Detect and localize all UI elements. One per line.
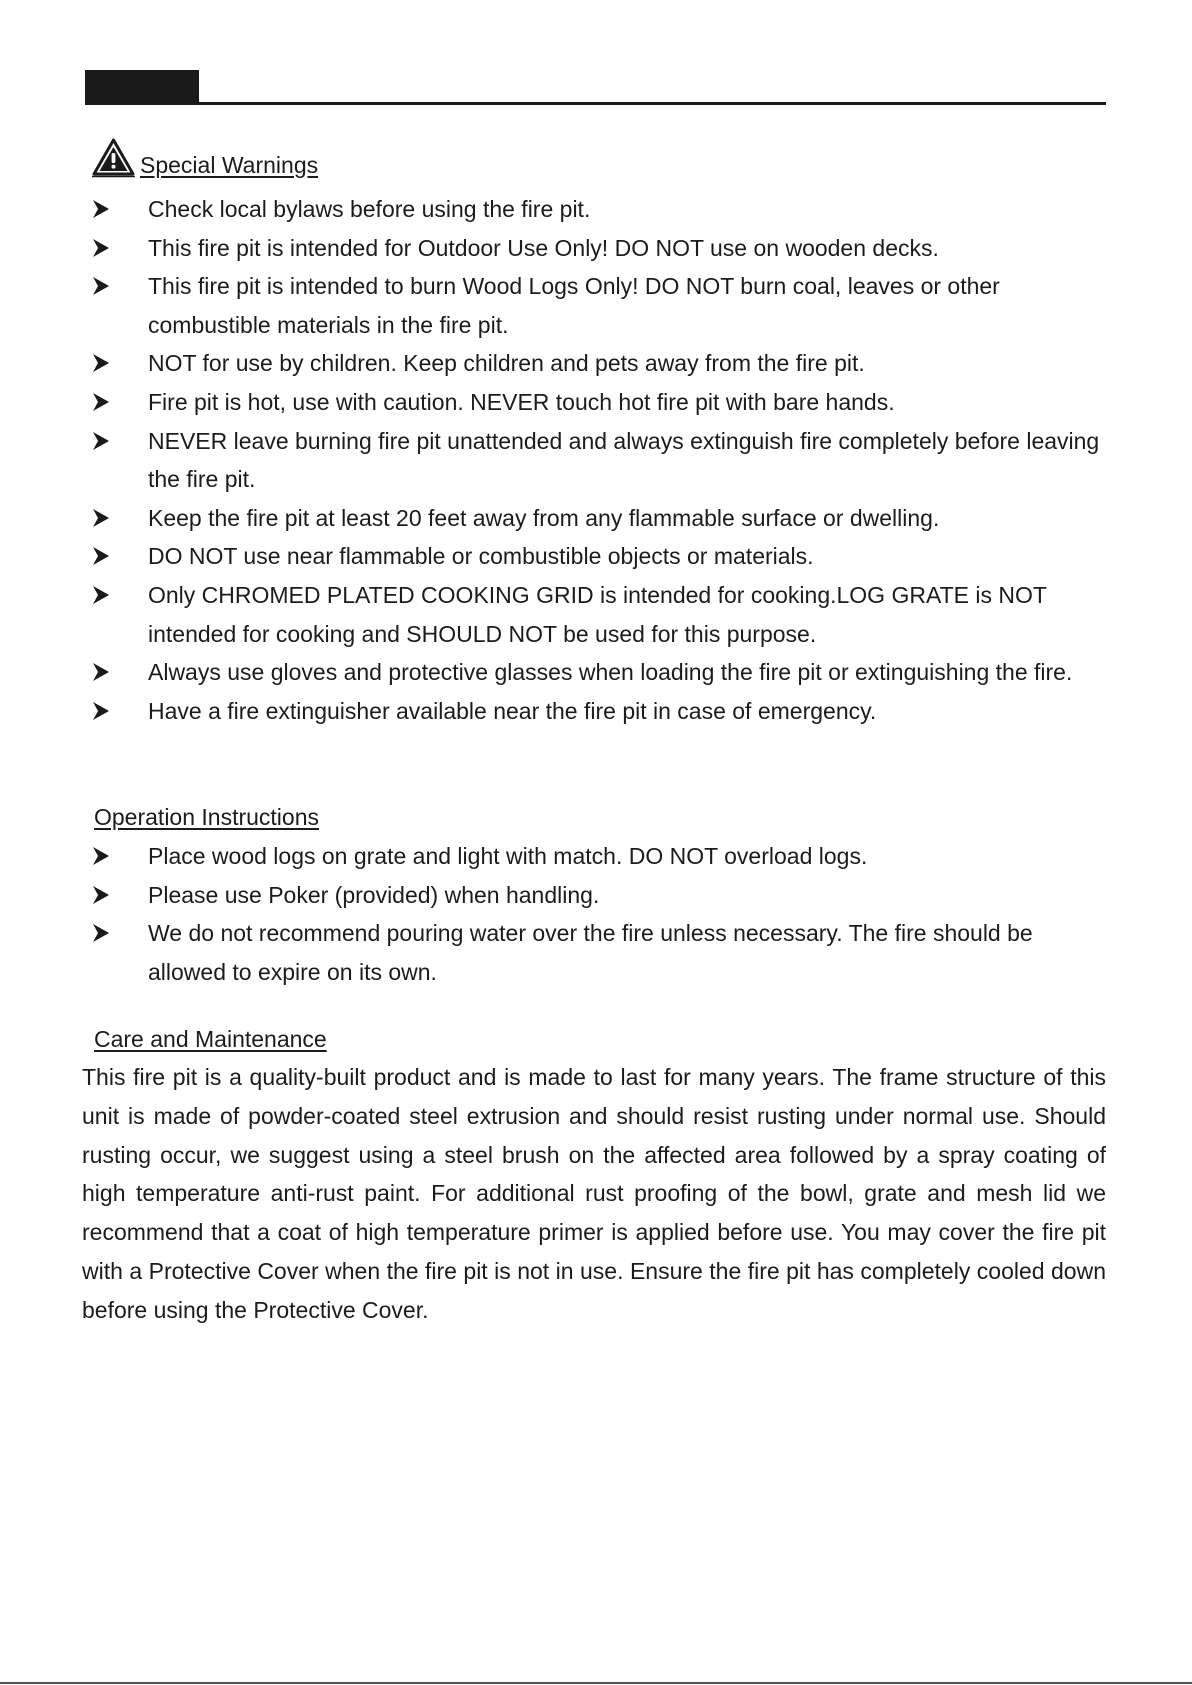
bullet-text: This fire pit is intended to burn Wood Logs Only! DO NOT burn coal, leaves or other combustible materials in the fire pit. [148, 273, 1000, 338]
bullet-item [0, 692, 1100, 731]
special-warnings-heading: Special Warnings [140, 152, 319, 178]
bullet-text: Place wood logs on grate and light with match. DO NOT overload logs. [148, 843, 868, 869]
bullet-item [0, 422, 1100, 499]
bullet-text: Always use gloves and protective glasses when loading the fire pit or extinguishing the fire. [148, 659, 1073, 686]
bullet-item [0, 876, 1100, 915]
special-warnings-heading-row [92, 138, 318, 178]
bullet-text: This fire pit is intended for Outdoor Use Only! DO NOT use on wooden decks. [148, 234, 939, 261]
bullet-text: NOT for use by children. Keep children and pets away from the fire pit. [148, 350, 865, 377]
arrow-bullet-icon [91, 267, 115, 305]
special-warnings-list [0, 190, 1100, 730]
bullet-text: DO NOT use near flammable or combustible objects or materials. [148, 543, 814, 570]
bullet-text: Check local bylaws before using the fire pit. [148, 196, 591, 222]
arrow-bullet-icon [91, 499, 115, 537]
care-heading: Care and Maintenance [94, 1026, 327, 1052]
bullet-item [0, 383, 1100, 422]
bullet-item [0, 499, 1100, 538]
bullet-text: Fire pit is hot, use with caution. NEVER touch hot fire pit with bare hands. [148, 388, 895, 415]
arrow-bullet-icon [91, 576, 115, 614]
arrow-bullet-icon [91, 837, 115, 875]
bullet-item [0, 229, 1100, 268]
arrow-bullet-icon [91, 344, 115, 382]
arrow-bullet-icon [91, 422, 115, 460]
arrow-bullet-icon [91, 537, 115, 575]
arrow-bullet-icon [91, 190, 115, 228]
care-paragraph: This fire pit is a quality-built product and is made to last for many years. The frame structure of this unit is made of powder-coated steel extrusion and should resist rusting under normal use. Should rusting occur, we suggest using a steel brush on the affected area followed by a spray coating of high temperature anti-rust paint. For additional rust proofing of the bowl, grate and mesh lid we recommend that a coat of high temperature primer is applied before use. You may cover the fire pit with a Protective Cover when the fire pit is not in use. Ensure the fire pit has completely cooled down before using the Protective Cover. [82, 1064, 1106, 1323]
header-rule [85, 102, 1106, 105]
bullet-item [0, 267, 1100, 344]
bullet-item [0, 576, 1100, 653]
bullet-text: Only CHROMED PLATED COOKING GRID is intended for cooking.LOG GRATE is NOT intended for cooking and SHOULD NOT be used for this purpose. [148, 581, 1047, 647]
arrow-bullet-icon [91, 383, 115, 421]
bullet-item [0, 914, 1100, 991]
operation-heading: Operation Instructions [94, 804, 320, 830]
arrow-bullet-icon [91, 229, 115, 267]
operation-list [0, 837, 1100, 991]
bullet-item [0, 537, 1100, 576]
header-black-tab [85, 70, 199, 103]
bullet-text: Have a fire extinguisher available near the fire pit in case of emergency. [148, 697, 877, 724]
bullet-text: Please use Poker (provided) when handling. [148, 881, 600, 908]
footer-rule [0, 1682, 1192, 1684]
bullet-item [0, 344, 1100, 383]
bullet-text: NEVER leave burning fire pit unattended and always extinguish fire completely before leaving the fire pit. [148, 427, 1100, 493]
arrow-bullet-icon [91, 876, 115, 914]
warning-triangle-icon [92, 138, 135, 178]
bullet-text: We do not recommend pouring water over the fire unless necessary. The fire should be allowed to expire on its own. [148, 920, 1033, 985]
arrow-bullet-icon [91, 914, 115, 952]
bullet-item [0, 653, 1100, 692]
bullet-item [0, 190, 1100, 229]
bullet-text: Keep the fire pit at least 20 feet away from any flammable surface or dwelling. [148, 504, 940, 531]
arrow-bullet-icon [91, 692, 115, 730]
bullet-item [0, 837, 1100, 876]
arrow-bullet-icon [91, 653, 115, 691]
